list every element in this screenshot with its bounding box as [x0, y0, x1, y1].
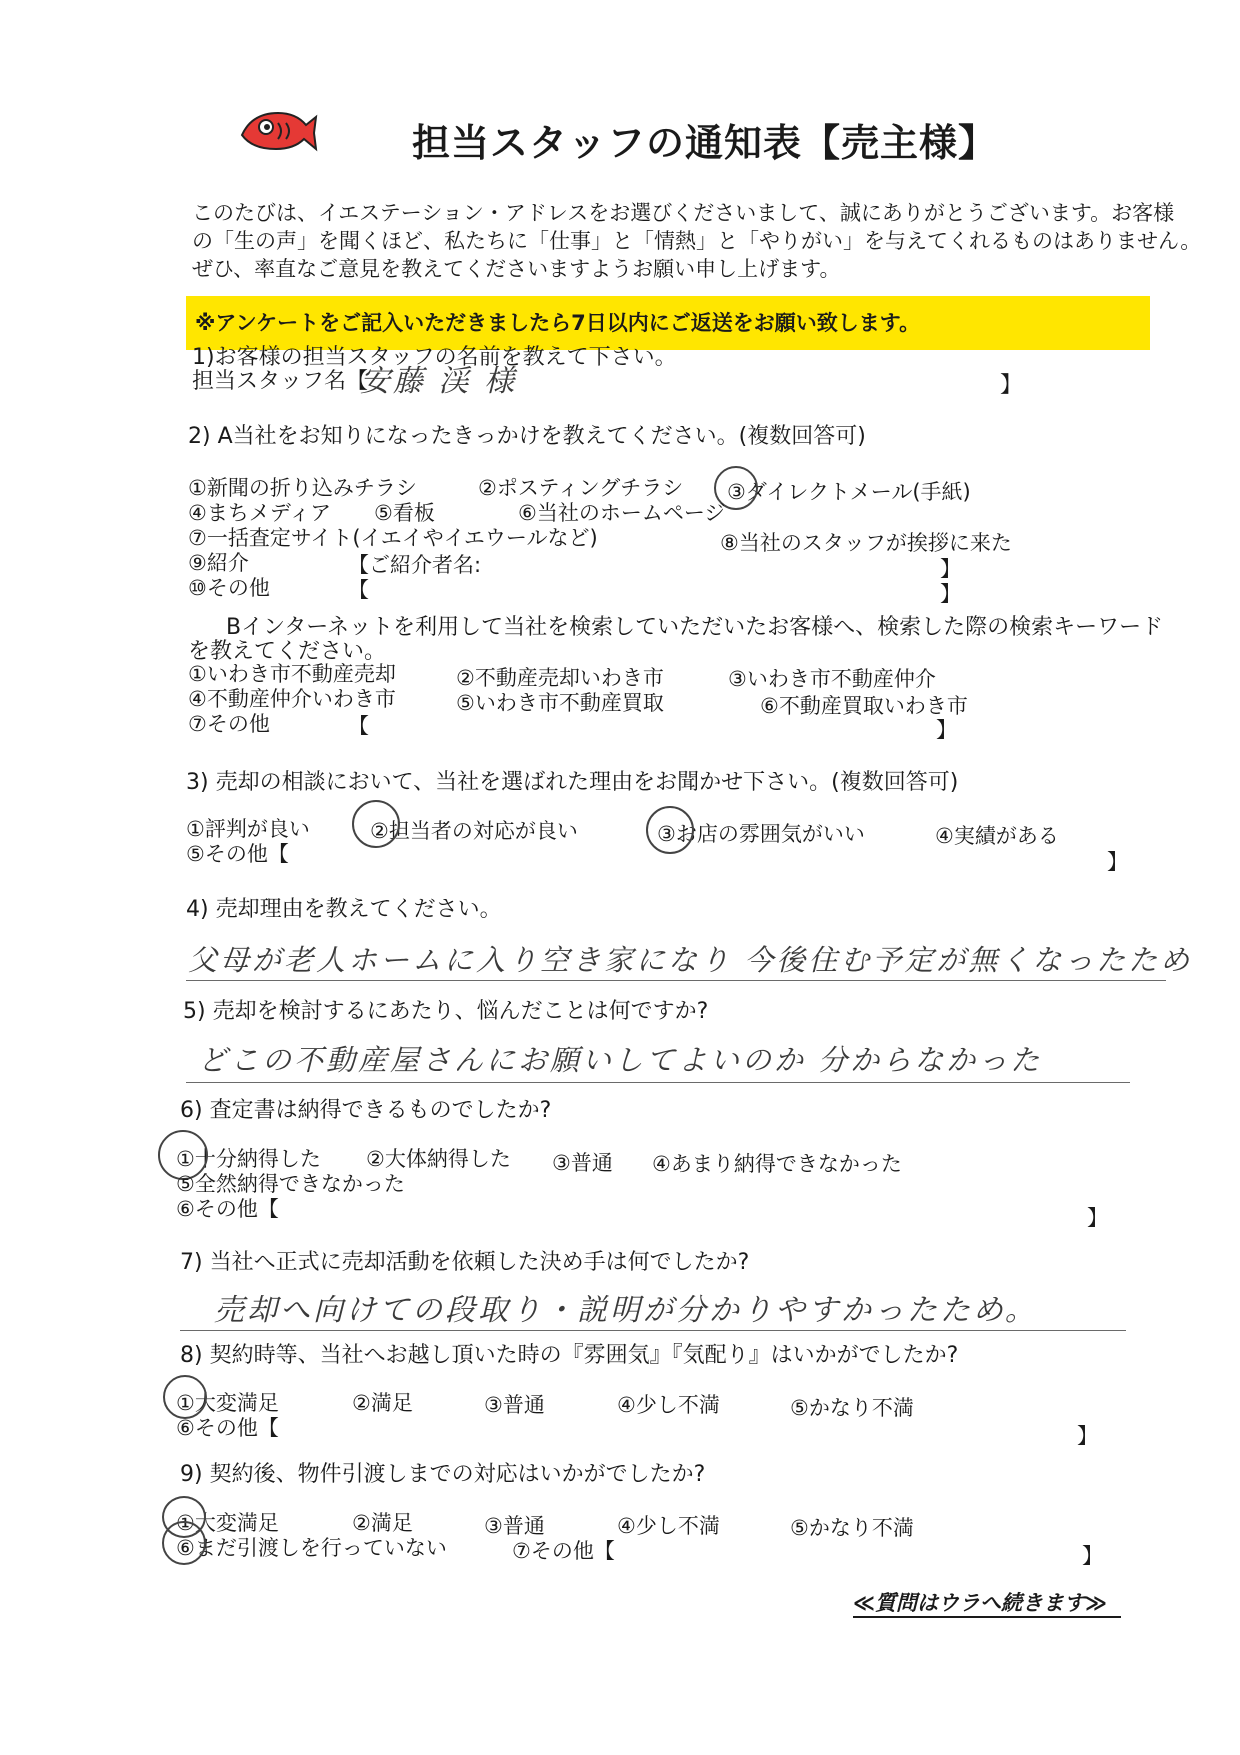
q2-question: 2) A当社をお知りになったきっかけを教えてください。(複数回答可)	[188, 424, 866, 449]
q2b-question-line-1: Bインターネットを利用して当社を検索していただいたお客様へ、検索した際の検索キーワード	[226, 615, 1164, 640]
notice-text: ※アンケートをご記入いただきましたら7日以内にご返送をお願い致します。	[195, 311, 921, 335]
q2-option-3[interactable]: ③ダイレクトメール(手紙)	[727, 480, 971, 504]
q2-referrer-field[interactable]: 【ご紹介者名:	[348, 553, 482, 577]
q1-question: 1)お客様の担当スタッフの名前を教えて下さい。	[192, 345, 677, 370]
red-fish-icon	[238, 105, 318, 153]
q4-answer[interactable]: 父母が老人ホームに入り空き家になり 今後住む予定が無くなったため	[188, 943, 1193, 977]
q9-option-1[interactable]: ①大変満足	[176, 1511, 279, 1535]
q6-option-6[interactable]: ⑥その他【	[176, 1197, 279, 1221]
q1-label: 担当スタッフ名【	[192, 369, 369, 394]
continued-note: ≪質問はウラへ続きます≫	[853, 1591, 1107, 1615]
q8-question: 8) 契約時等、当社へお越し頂いた時の『雰囲気』『気配り』はいかがでしたか?	[180, 1343, 959, 1368]
q4-question: 4) 売却理由を教えてください。	[186, 897, 502, 922]
q6-option-5[interactable]: ⑤全然納得できなかった	[176, 1172, 405, 1196]
q2b-other-field[interactable]: 【	[348, 714, 369, 738]
q7-question: 7) 当社へ正式に売却活動を依頼した決め手は何でしたか?	[180, 1250, 750, 1275]
q2-option-5[interactable]: ⑤看板	[374, 501, 435, 525]
q3-other-close: 】	[1107, 850, 1128, 874]
q2b-option-4[interactable]: ④不動産仲介いわき市	[188, 687, 396, 711]
q6-other-close: 】	[1087, 1206, 1108, 1230]
answer-underline	[186, 980, 1166, 981]
q6-option-4[interactable]: ④あまり納得できなかった	[652, 1152, 902, 1176]
q2b-option-6[interactable]: ⑥不動産買取いわき市	[760, 694, 968, 718]
q2b-option-2[interactable]: ②不動産売却いわき市	[456, 666, 664, 690]
answer-underline	[186, 1082, 1130, 1083]
q2b-question-line-2: を教えてください。	[188, 639, 387, 664]
q2-option-2[interactable]: ②ポスティングチラシ	[478, 476, 684, 500]
q9-option-5[interactable]: ⑤かなり不満	[790, 1516, 914, 1540]
q2b-option-3[interactable]: ③いわき市不動産仲介	[728, 667, 936, 691]
q2-option-6[interactable]: ⑥当社のホームページ	[518, 501, 726, 525]
selection-circle	[162, 1521, 206, 1565]
q2-option-4[interactable]: ④まちメディア	[188, 501, 332, 525]
q3-question: 3) 売却の相談において、当社を選ばれた理由をお聞かせ下さい。(複数回答可)	[186, 770, 959, 795]
continued-note-underline	[853, 1616, 1121, 1618]
q6-option-2[interactable]: ②大体納得した	[366, 1147, 511, 1171]
q7-answer[interactable]: 売却へ向けての段取り・説明が分かりやすかったため。	[214, 1293, 1038, 1328]
q3-option-3[interactable]: ③お店の雰囲気がいい	[657, 822, 865, 846]
selection-circle	[352, 800, 400, 848]
intro-line-3: ぜひ、率直なご意見を教えてくださいますようお願い申し上げます。	[192, 257, 841, 281]
q2-other-close: 】	[940, 582, 961, 606]
q3-option-5[interactable]: ⑤その他【	[186, 842, 289, 866]
q8-option-5[interactable]: ⑤かなり不満	[790, 1396, 914, 1420]
q3-option-4[interactable]: ④実績がある	[935, 824, 1059, 848]
q9-option-6[interactable]: ⑥まだ引渡しを行っていない	[176, 1536, 447, 1560]
q8-option-4[interactable]: ④少し不満	[617, 1393, 720, 1417]
q2b-option-7[interactable]: ⑦その他	[188, 712, 270, 736]
q2-referrer-close: 】	[940, 557, 961, 581]
q2b-other-close: 】	[936, 718, 957, 742]
q1-close: 】	[1000, 373, 1023, 398]
q6-option-3[interactable]: ③普通	[552, 1151, 613, 1175]
intro-line-2: の「生の声」を聞くほど、私たちに「仕事」と「情熱」と「やりがい」を与えてくれるものはありません。	[192, 229, 1202, 253]
selection-circle	[646, 806, 694, 854]
q9-other-close: 】	[1082, 1544, 1103, 1568]
intro-line-1: このたびは、イエステーション・アドレスをお選びくださいまして、誠にありがとうございます。お客様	[192, 201, 1175, 225]
q8-option-1[interactable]: ①大変満足	[176, 1391, 279, 1415]
q2-option-9[interactable]: ⑨紹介	[188, 551, 249, 575]
q2-option-10[interactable]: ⑩その他	[188, 576, 270, 600]
q8-other-close: 】	[1077, 1424, 1098, 1448]
q9-question: 9) 契約後、物件引渡しまでの対応はいかがでしたか?	[180, 1462, 706, 1487]
q8-option-3[interactable]: ③普通	[484, 1393, 545, 1417]
q3-option-1[interactable]: ①評判が良い	[186, 817, 310, 841]
q6-question: 6) 査定書は納得できるものでしたか?	[180, 1098, 552, 1123]
q2-option-7[interactable]: ⑦一括査定サイト(イエイやイエウールなど)	[188, 526, 598, 550]
q3-option-2[interactable]: ②担当者の対応が良い	[370, 819, 578, 843]
q6-option-1[interactable]: ①十分納得した	[176, 1147, 321, 1171]
q9-option-4[interactable]: ④少し不満	[617, 1514, 720, 1538]
q2-other-field[interactable]: 【	[348, 578, 369, 602]
q9-option-7[interactable]: ⑦その他【	[512, 1539, 615, 1563]
q2-option-1[interactable]: ①新聞の折り込みチラシ	[188, 476, 417, 500]
q8-option-6[interactable]: ⑥その他【	[176, 1416, 279, 1440]
page-title: 担当スタッフの通知表【売主様】	[412, 121, 998, 165]
q2-option-8[interactable]: ⑧当社のスタッフが挨拶に来た	[720, 531, 1012, 555]
q5-question: 5) 売却を検討するにあたり、悩んだことは何ですか?	[183, 999, 709, 1024]
answer-underline	[180, 1330, 1126, 1331]
q9-option-2[interactable]: ②満足	[352, 1511, 413, 1535]
q5-answer[interactable]: どこの不動産屋さんにお願いしてよいのか 分からなかった	[198, 1043, 1043, 1077]
q9-option-3[interactable]: ③普通	[484, 1514, 545, 1538]
q8-option-2[interactable]: ②満足	[352, 1391, 413, 1415]
q1-answer[interactable]: 安藤 渓 様	[360, 364, 518, 399]
q2b-option-1[interactable]: ①いわき市不動産売却	[188, 662, 396, 686]
q2b-option-5[interactable]: ⑤いわき市不動産買取	[456, 691, 664, 715]
